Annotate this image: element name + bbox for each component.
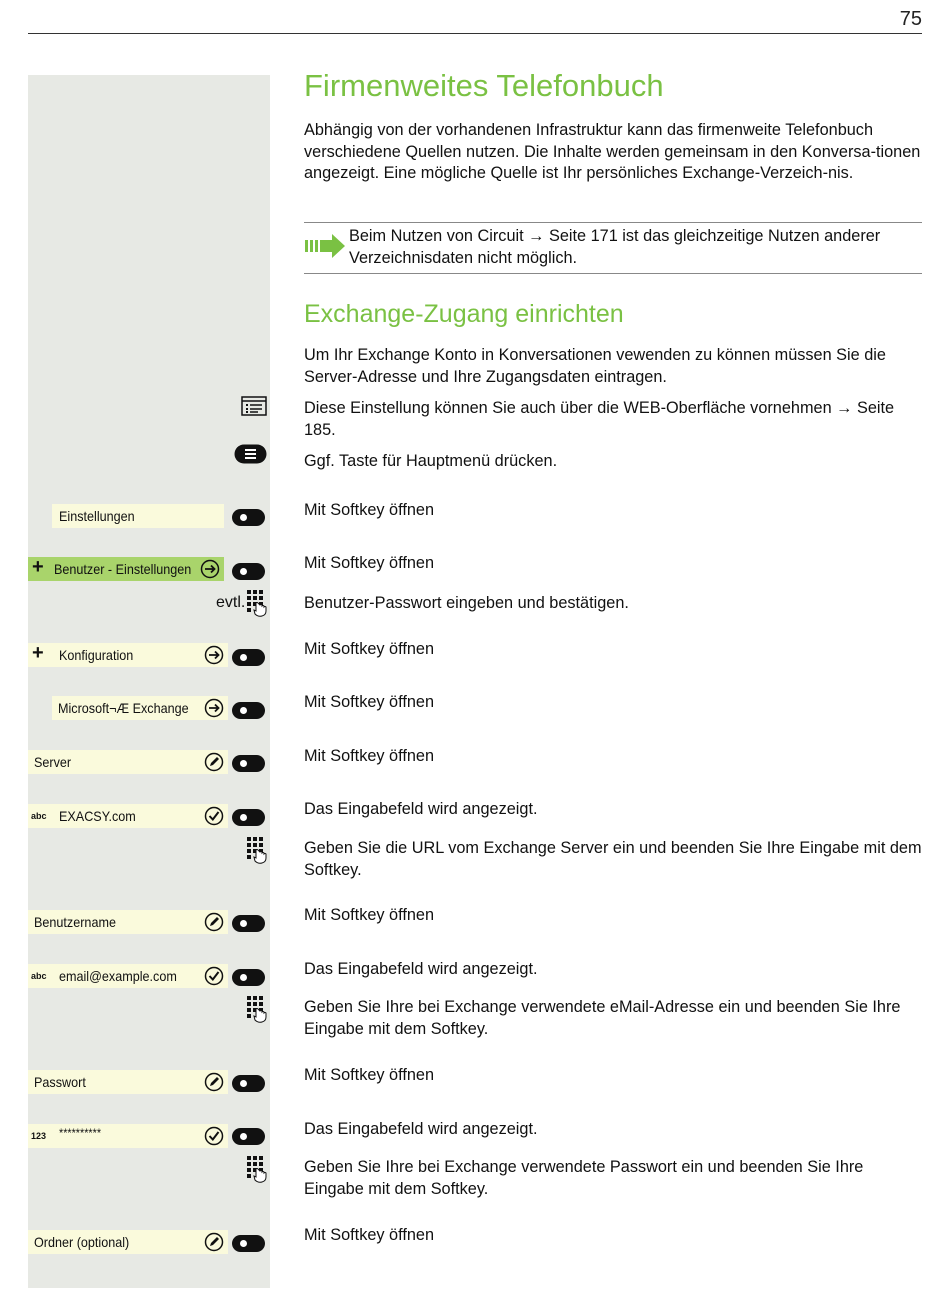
plus-icon: + xyxy=(32,642,44,664)
menu-item-label: Benutzername xyxy=(34,914,116,930)
keypad-hand-icon xyxy=(246,1155,268,1183)
softkey-button[interactable] xyxy=(232,969,265,986)
check-circle-icon xyxy=(204,1126,224,1146)
softkey-button[interactable] xyxy=(232,563,265,580)
step-open-benutzername: Mit Softkey öffnen xyxy=(304,906,435,924)
menu-item-server[interactable] xyxy=(28,750,228,774)
softkey-button[interactable] xyxy=(232,702,265,719)
menu-item-ordner[interactable] xyxy=(28,1230,228,1254)
plus-icon: + xyxy=(32,556,44,578)
menu-item-label: Konfiguration xyxy=(59,647,134,663)
softkey-button[interactable] xyxy=(232,1075,265,1092)
step-server-field-shown: Das Eingabefeld wird angezeigt. xyxy=(304,800,538,818)
menu-item-benutzer-einstellungen[interactable] xyxy=(28,557,224,581)
settings-card-icon xyxy=(241,396,267,416)
step-open-einstellungen: Mit Softkey öffnen xyxy=(304,501,435,519)
menu-item-exchange[interactable] xyxy=(52,696,228,720)
step-enter-password: Geben Sie Ihre bei Exchange verwendete Passwort ein und beenden Sie Ihre Eingabe mit dem Softkey. xyxy=(304,1158,864,1198)
abc-mode-indicator: abc xyxy=(31,811,47,821)
pencil-circle-icon xyxy=(204,1072,224,1092)
abc-mode-indicator: abc xyxy=(31,971,47,981)
password-input-field[interactable] xyxy=(28,1124,228,1148)
step-email-field-shown: Das Eingabefeld wird angezeigt. xyxy=(304,960,538,978)
softkey-button[interactable] xyxy=(232,649,265,666)
header-rule xyxy=(28,33,922,34)
arrow-right-circle-icon xyxy=(204,645,224,665)
step-enter-email: Geben Sie Ihre bei Exchange verwendete eMail-Adresse ein und beenden Sie Ihre Eingabe mit dem Softkey. xyxy=(304,998,901,1038)
step-open-passwort: Mit Softkey öffnen xyxy=(304,1066,435,1084)
step-open-ordner: Mit Softkey öffnen xyxy=(304,1226,435,1244)
step-password-field-shown: Das Eingabefeld wird angezeigt. xyxy=(304,1120,538,1138)
pencil-circle-icon xyxy=(204,752,224,772)
softkey-button[interactable] xyxy=(232,755,265,772)
step-open-server: Mit Softkey öffnen xyxy=(304,747,435,765)
server-input-field[interactable] xyxy=(28,804,228,828)
step-open-exchange: Mit Softkey öffnen xyxy=(304,693,435,711)
section-title: Exchange-Zugang einrichten xyxy=(304,300,624,328)
menu-item-label: Microsoft¬Æ Exchange xyxy=(58,700,189,716)
menu-item-label: Passwort xyxy=(34,1074,86,1090)
arrow-right-circle-icon xyxy=(204,698,224,718)
intro-paragraph: Abhängig von der vorhandenen Infrastruktur kann das firmenweite Telefonbuch verschiedene Quellen nutzen. Die Inhalte werden gemeinsam in den Konversa-tionen angezeigt. Eine mögliche Quelle ist Ihr persönliches Exchange-Verzeich-nis. xyxy=(304,121,921,182)
step-open-benutzer: Mit Softkey öffnen xyxy=(304,554,435,572)
email-input-field[interactable] xyxy=(28,964,228,988)
menu-item-konfiguration[interactable] xyxy=(28,643,228,667)
menu-item-label: Einstellungen xyxy=(59,508,135,524)
menu-item-label: Ordner (optional) xyxy=(34,1234,130,1250)
step-web-interface: Diese Einstellung können Sie auch über die WEB-Oberfläche vornehmen → Seite 185. xyxy=(304,399,895,439)
softkey-button[interactable] xyxy=(232,1128,265,1145)
step-intro: Um Ihr Exchange Konto in Konversationen vewenden zu können müssen Sie die Server-Adresse und Ihre Zugangsdaten eintragen. xyxy=(304,346,886,386)
pencil-circle-icon xyxy=(204,912,224,932)
step-password: Benutzer-Passwort eingeben und bestätigen. xyxy=(304,594,629,612)
step-open-konfiguration: Mit Softkey öffnen xyxy=(304,640,435,658)
menu-item-label: Benutzer - Einstellungen xyxy=(54,561,192,577)
note-text: Beim Nutzen von Circuit → Seite 171 ist das gleichzeitige Nutzen anderer Verzeichnisdaten nicht möglich. xyxy=(349,227,881,267)
page-number: 75 xyxy=(899,8,922,30)
page-title: Firmenweites Telefonbuch xyxy=(304,68,664,103)
sidebar-panel xyxy=(28,75,270,1288)
menu-item-einstellungen[interactable] xyxy=(52,504,224,528)
main-menu-key-icon[interactable] xyxy=(234,444,267,464)
softkey-button[interactable] xyxy=(232,1235,265,1252)
pencil-circle-icon xyxy=(204,1232,224,1252)
input-value: ********** xyxy=(59,1126,102,1140)
menu-item-benutzername[interactable] xyxy=(28,910,228,934)
keypad-hand-icon xyxy=(246,836,268,864)
arrow-right-circle-icon xyxy=(200,559,220,579)
input-value: EXACSY.com xyxy=(59,808,136,824)
step-enter-url: Geben Sie die URL vom Exchange Server ein und beenden Sie Ihre Eingabe mit dem Softkey. xyxy=(304,839,922,879)
keypad-hand-icon xyxy=(246,995,268,1023)
step-main-menu: Ggf. Taste für Hauptmenü drücken. xyxy=(304,452,558,470)
keypad-hand-icon xyxy=(246,589,268,617)
menu-item-passwort[interactable] xyxy=(28,1070,228,1094)
check-circle-icon xyxy=(204,806,224,826)
numeric-mode-indicator: 123 xyxy=(31,1131,47,1141)
softkey-button[interactable] xyxy=(232,809,265,826)
note-arrow-icon xyxy=(304,233,346,259)
softkey-button[interactable] xyxy=(232,915,265,932)
menu-item-label: Server xyxy=(34,754,72,770)
optional-label: evtl. xyxy=(216,594,246,611)
note-box xyxy=(304,222,922,274)
softkey-button[interactable] xyxy=(232,509,265,526)
check-circle-icon xyxy=(204,966,224,986)
input-value: email@example.com xyxy=(59,968,177,984)
